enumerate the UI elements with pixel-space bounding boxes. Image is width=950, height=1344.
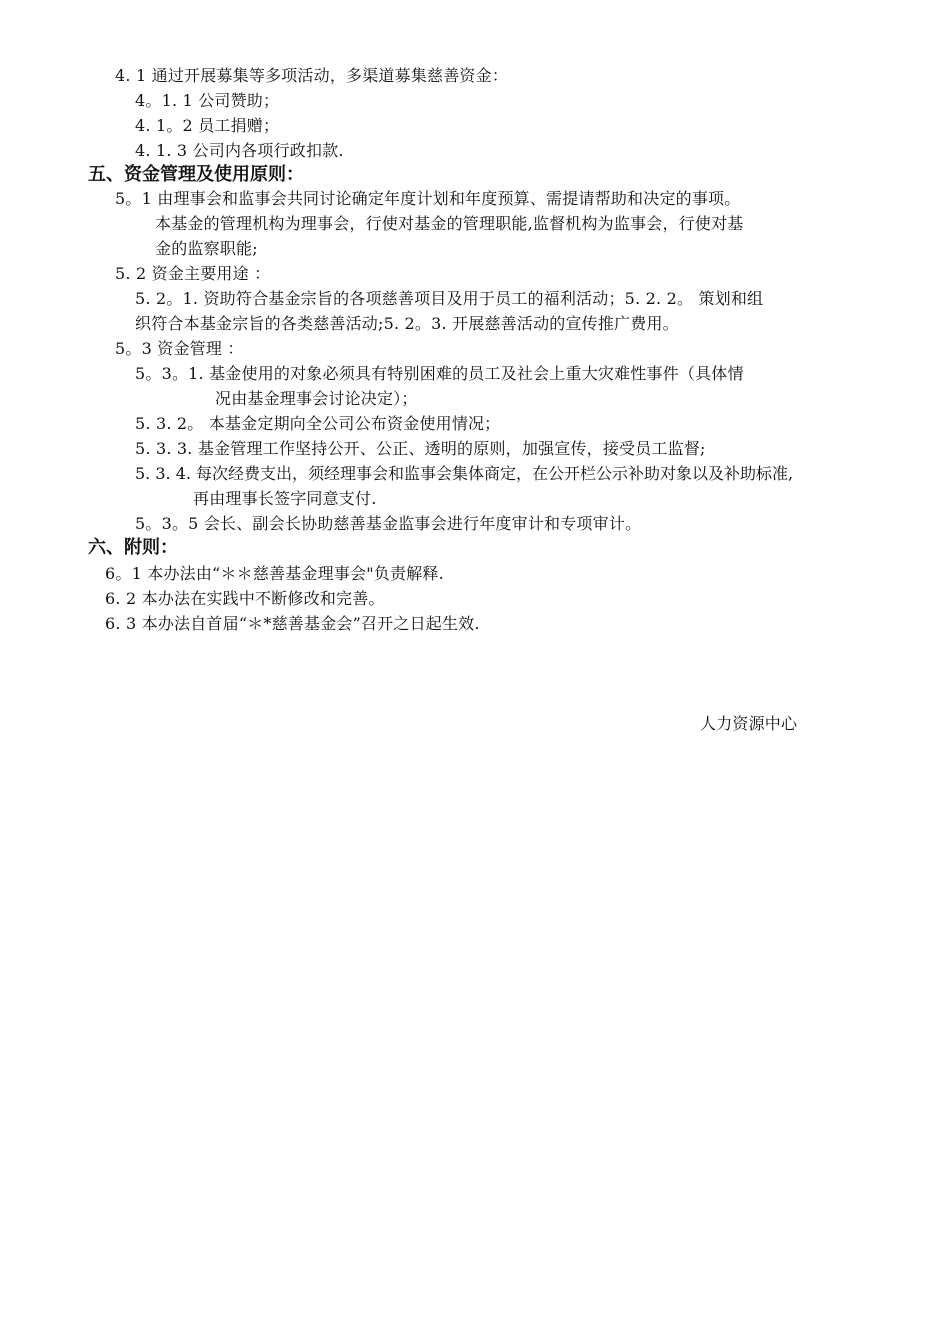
item-5-1-line2: 本基金的管理机构为理事会，行使对基金的管理职能,监督机构为监事会，行使对基 — [155, 214, 744, 233]
item-5-3: 5。3 资金管理 ： — [115, 339, 244, 358]
item-5-3-1-line2: 况由基金理事会讨论决定）； — [215, 389, 418, 408]
item-5-3-2: 5. 3. 2。 本基金定期向全公司公布资金使用情况； — [135, 414, 501, 433]
item-4-1-3: 4. 1. 3 公司内各项行政扣款. — [135, 141, 344, 160]
item-4-1-2: 4. 1。2 员工捐赠； — [135, 116, 280, 135]
item-5-1-line3: 金的监察职能; — [155, 239, 258, 258]
section-6-heading: 六、附则： — [88, 537, 178, 558]
item-5-3-4-line2: 再由理事长签字同意支付. — [193, 489, 377, 508]
item-5-1-line1: 5。1 由理事会和监事会共同讨论确定年度计划和年度预算、需提请帮助和决定的事项。 — [115, 189, 741, 208]
item-5-2: 5. 2 资金主要用途 ： — [115, 264, 271, 283]
item-4-1-1: 4。1. 1 公司赞助； — [135, 91, 280, 110]
item-6-1: 6。1 本办法由“＊＊慈善基金理事会"负责解释. — [105, 564, 444, 583]
item-5-3-5: 5。3。5 会长、副会长协助慈善基金监事会进行年度审计和专项审计。 — [135, 514, 642, 533]
item-5-2-line1: 5. 2。1. 资助符合基金宗旨的各项慈善项目及用于员工的福利活动；5. 2. 2。 策划和组 — [135, 289, 764, 308]
item-5-3-3: 5. 3. 3. 基金管理工作坚持公开、公正、透明的原则，加强宣传，接受员工监督; — [135, 439, 706, 458]
item-6-3: 6. 3 本办法自首届“＊*慈善基金会”召开之日起生效. — [105, 614, 480, 633]
section-5-heading: 五、资金管理及使用原则： — [88, 164, 304, 185]
signature: 人力资源中心 — [700, 714, 798, 733]
item-5-2-line2: 织符合本基金宗旨的各类慈善活动;5. 2。3. 开展慈善活动的宣传推广费用。 — [135, 314, 679, 333]
item-4-1: 4. 1 通过开展募集等多项活动，多渠道募集慈善资金： — [115, 66, 509, 85]
item-6-2: 6. 2 本办法在实践中不断修改和完善。 — [105, 589, 385, 608]
item-5-3-1-line1: 5。3。1. 基金使用的对象必须具有特别困难的员工及社会上重大灾难性事件（具体情 — [135, 364, 744, 383]
item-5-3-4-line1: 5. 3. 4. 每次经费支出，须经理事会和监事会集体商定，在公开栏公示补助对象以及补助标准, — [135, 464, 794, 483]
